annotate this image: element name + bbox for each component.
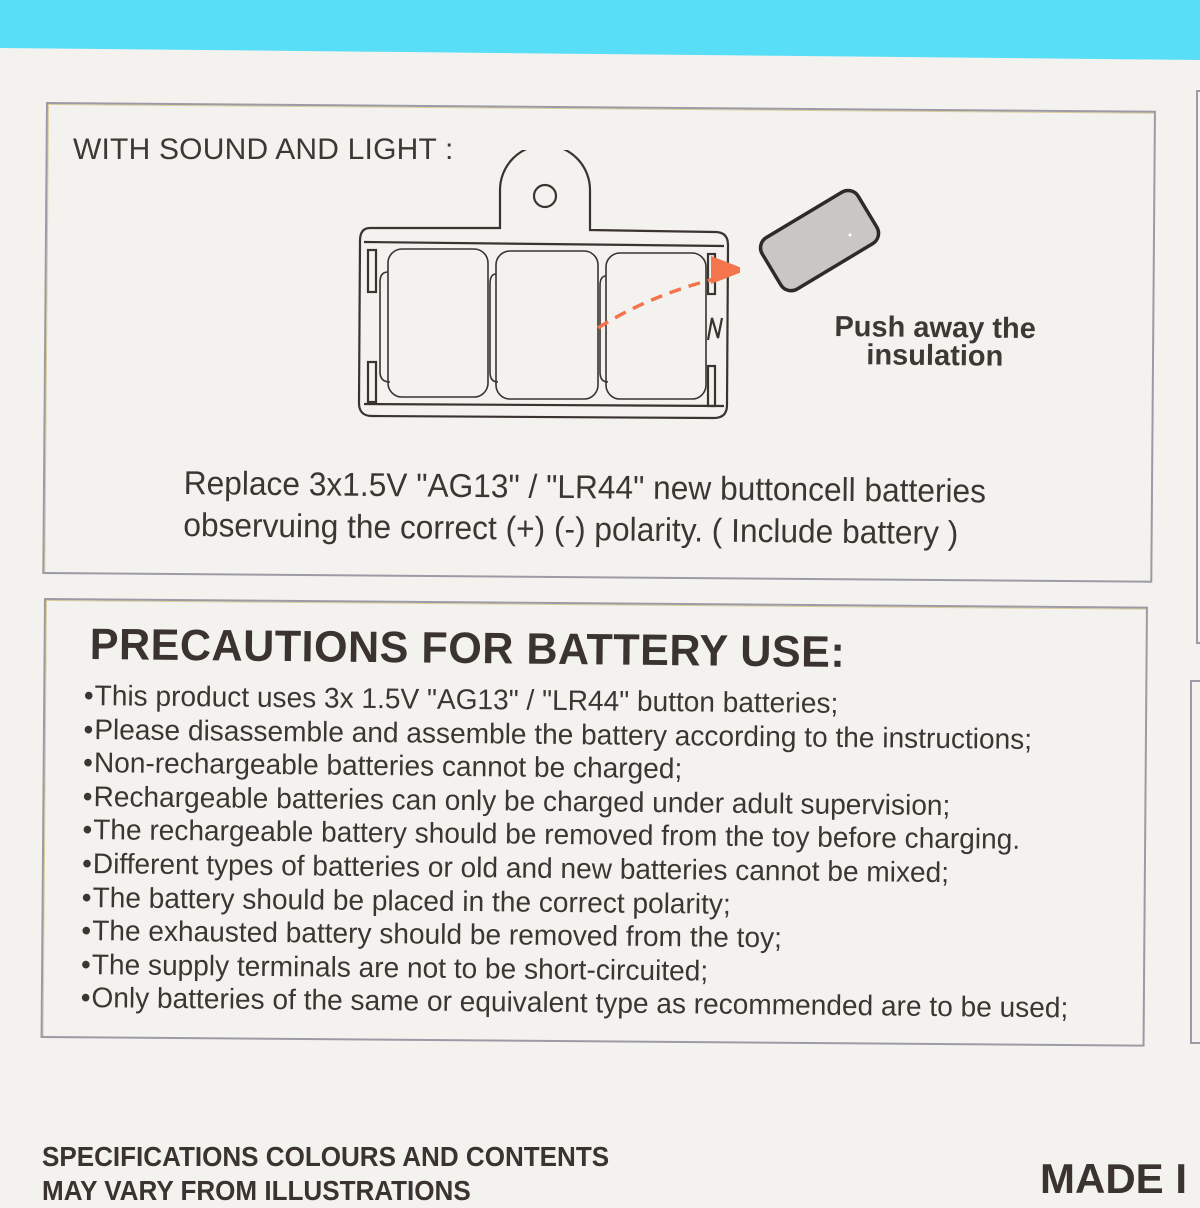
precautions-list: [80, 680, 1071, 1026]
precaution-item: • Non-rechargeable batteries cannot be charged;: [83, 747, 1071, 791]
battery-holder-icon: [350, 150, 740, 425]
insulation-strip-icon: [752, 183, 887, 293]
precaution-item: • This product uses 3x 1.5V "AG13" / "LR44" button batteries;: [84, 680, 1072, 724]
made-in-label: MADE I: [1040, 1155, 1187, 1202]
adjacent-panel-edge: [1190, 680, 1200, 1044]
precaution-item: • Rechargeable batteries can only be charged under adult supervision;: [83, 781, 1071, 825]
section-label: WITH SOUND AND LIGHT :: [73, 133, 454, 166]
precaution-item: • Only batteries of the same or equivalent type as recommended are to be used;: [80, 982, 1068, 1026]
disclaimer-line-1: SPECIFICATIONS COLOURS AND CONTENTS: [42, 1141, 610, 1172]
precaution-item: • The battery should be placed in the correct polarity;: [82, 882, 1070, 926]
insulation-label: [800, 310, 1071, 373]
replace-line-2: observuing the correct (+) (-) polarity. ( Include battery ): [183, 505, 959, 552]
insulation-label-line1: Push away the: [834, 310, 1037, 346]
precaution-item: • The exhausted battery should be removed from the toy;: [81, 915, 1069, 959]
top-color-band: [0, 0, 1200, 60]
precaution-item: • Different types of batteries or old and new batteries cannot be mixed;: [82, 848, 1070, 892]
dashed-arrow-icon: [598, 278, 718, 328]
precaution-item: • The supply terminals are not to be short-circuited;: [81, 949, 1069, 993]
replace-instructions: [183, 462, 986, 554]
precautions-title: PRECAUTIONS FOR BATTERY USE:: [89, 620, 846, 677]
replace-line-1: Replace 3x1.5V "AG13" / "LR44" new buttoncell batteries: [183, 463, 987, 510]
specifications-disclaimer: [42, 1140, 609, 1208]
precaution-item: • Please disassemble and assemble the battery according to the instructions;: [83, 714, 1071, 758]
precaution-item: • The rechargeable battery should be removed from the toy before charging.: [82, 814, 1070, 858]
adjacent-panel-edge: [1196, 90, 1200, 644]
disclaimer-line-2: MAY VARY FROM ILLUSTRATIONS: [42, 1175, 471, 1206]
insulation-label-line2: insulation: [866, 339, 1004, 373]
